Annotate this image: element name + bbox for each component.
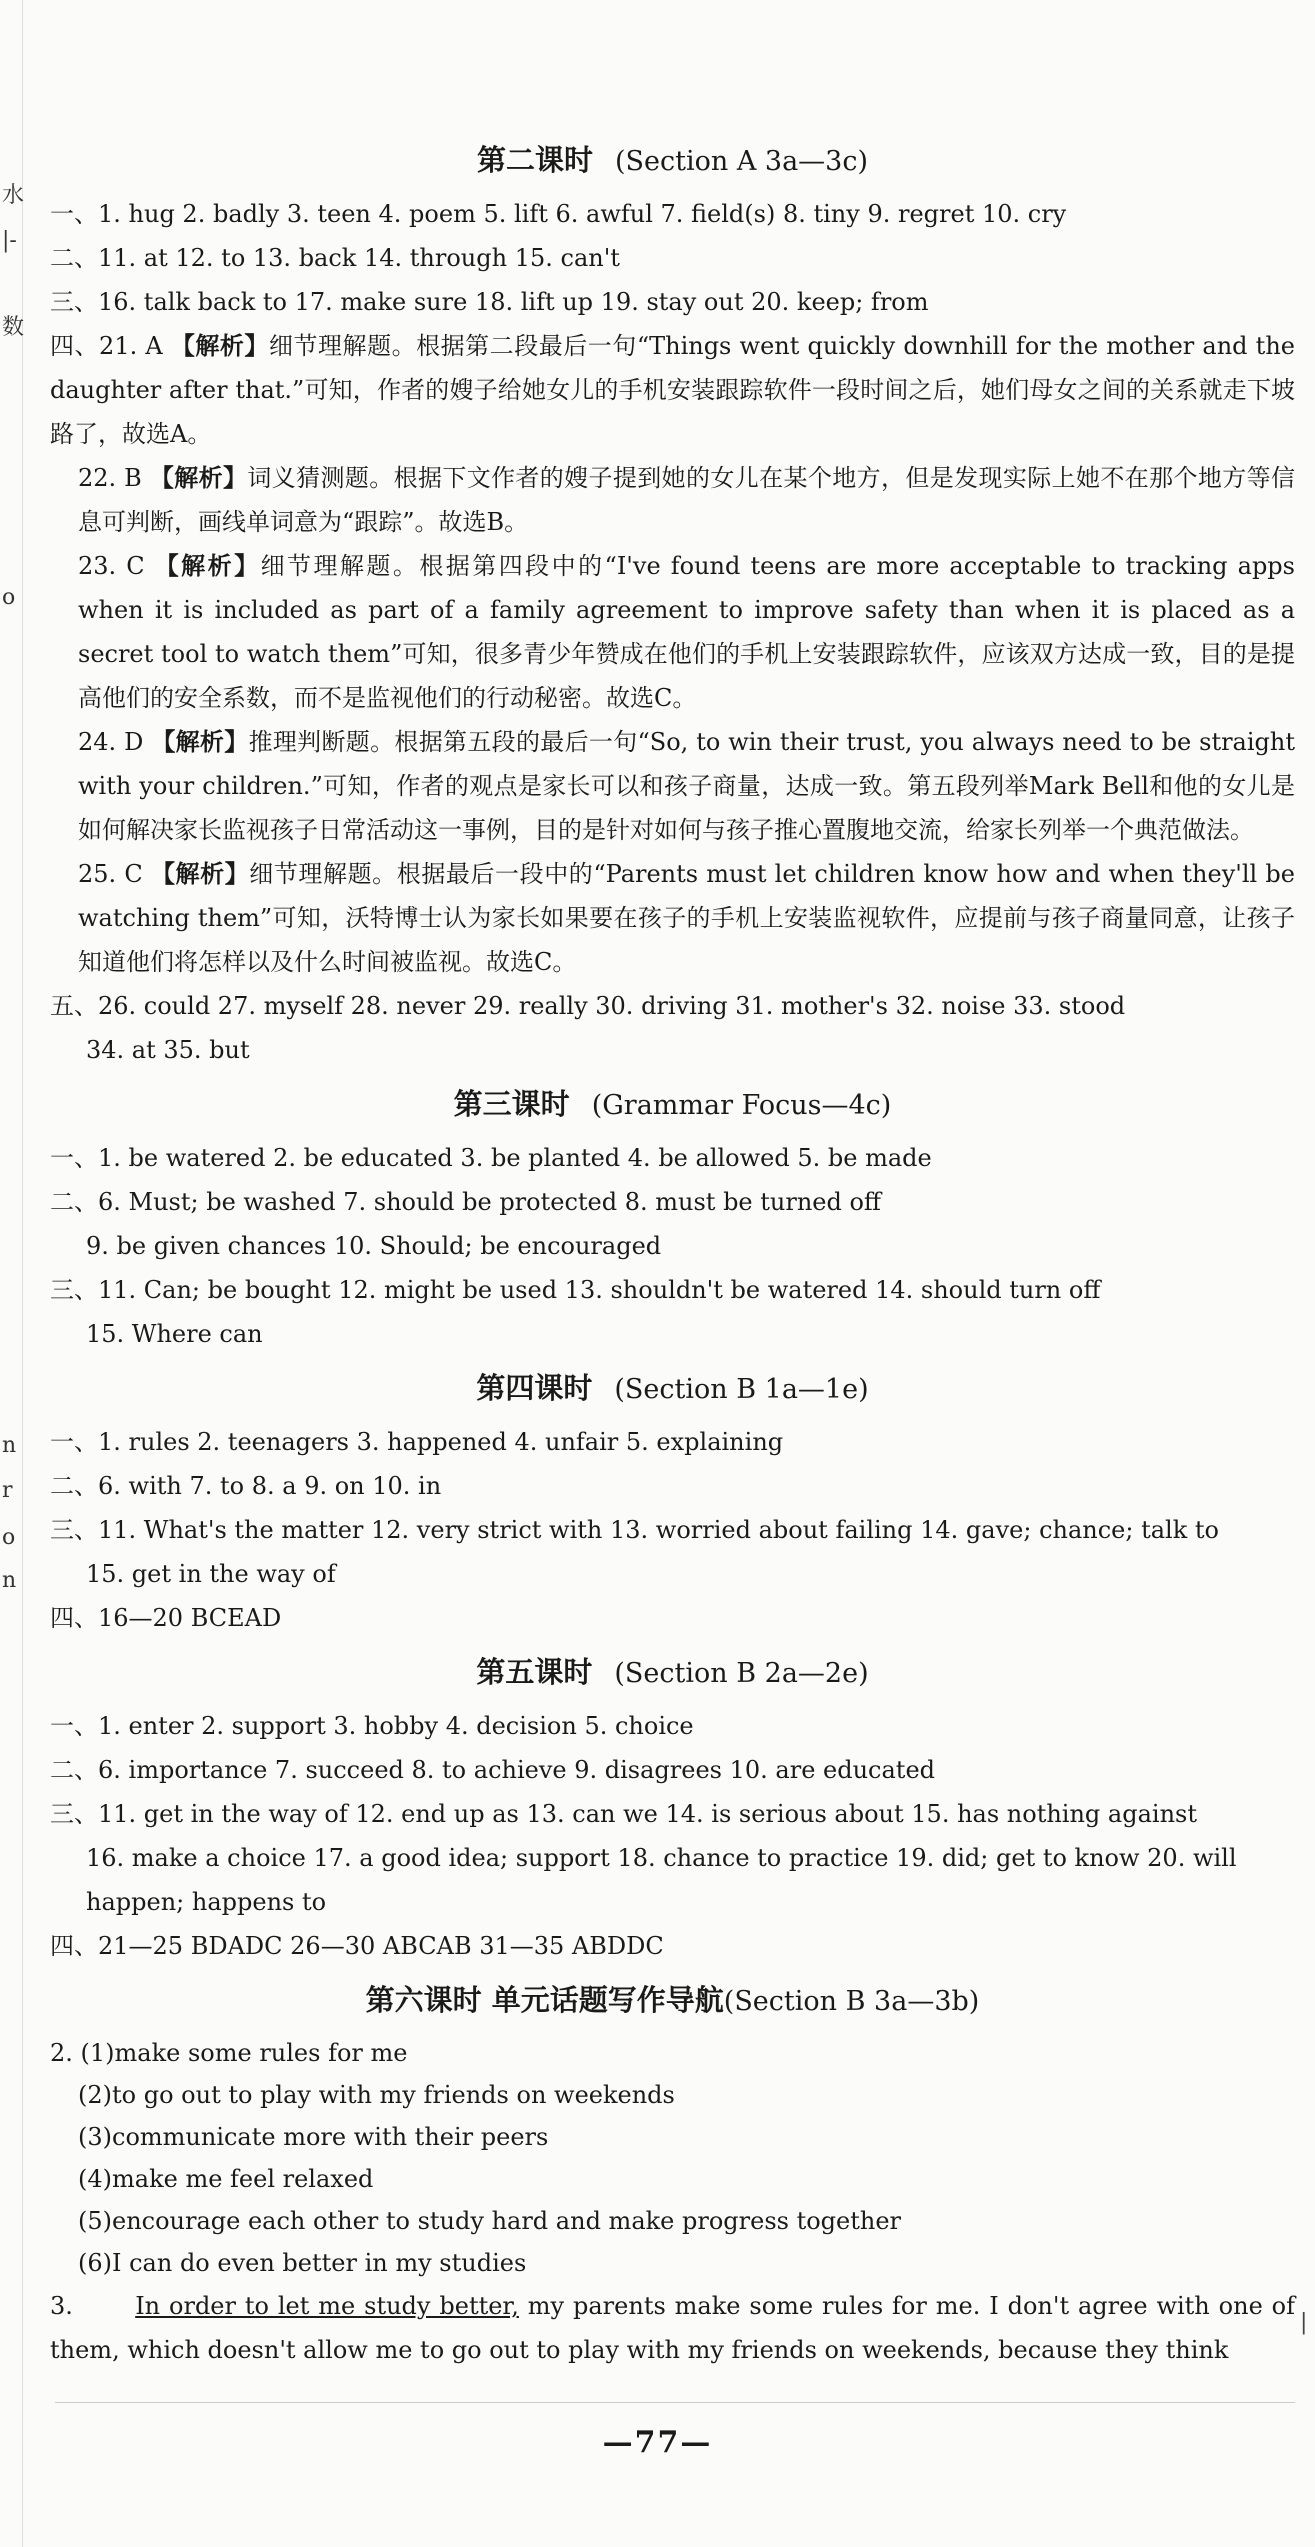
question-number: 24. D (78, 728, 144, 756)
bottom-divider (55, 2402, 1295, 2403)
page-number: —77— (602, 2425, 713, 2460)
margin-fragment: o (2, 585, 16, 610)
section-title (50, 1642, 1295, 1702)
answer-line: 二、6. with 7. to 8. a 9. on 10. in (50, 1472, 442, 1500)
analysis-text: 细节理解题。根据最后一段中的“Parents must let children know how and when they'll be watching them”可知，沃特博士认为家长如果要在孩子的手机上安装监视软件，应提前与孩子商量同意，让孩子知道他们将怎样以及什么时间被监视。故选C。 (78, 860, 1295, 976)
section-subtitle: (Grammar Focus—4c) (591, 1090, 892, 1121)
section-subtitle: (Section B 3a—3b) (723, 1986, 980, 2017)
answer-line: 2. (1)make some rules for me (50, 2039, 408, 2067)
answer-line: 二、11. at 12. to 13. back 14. through 15. can't (50, 244, 620, 272)
analysis-tag: 【解析】 (151, 727, 249, 756)
section-title-text: 第三课时 (453, 1087, 570, 1121)
section-subtitle: (Section A 3a—3c) (614, 146, 869, 177)
answer-line: 15. Where can (86, 1320, 263, 1348)
answer-line: 16. make a choice 17. a good idea; support 18. chance to practice 19. did; get to know 20. will (86, 1844, 1237, 1872)
reading-answer-24 (50, 720, 1295, 852)
analysis-tag: 【解析】 (170, 331, 269, 360)
margin-fragment: |- (2, 228, 17, 253)
analysis-text: 细节理解题。根据第四段中的“I've found teens are more acceptable to tracking apps when it is included as part of a family agreement to improve safety than when it is placed as a secret tool to watch them”可知，很多青少年赞成在他们的手机上安装跟踪软件，应该双方达成一致，目的是提高他们的安全系数，而不是监视他们的行动秘密。故选C。 (78, 552, 1295, 712)
analysis-text: 词义猜测题。根据下文作者的嫂子提到她的女儿在某个地方，但是发现实际上她不在那个地方等信息可判断，画线单词意为“跟踪”。故选B。 (78, 464, 1296, 536)
answer-line: 一、1. enter 2. support 3. hobby 4. decision 5. choice (50, 1712, 694, 1740)
margin-fragment: 数 (2, 315, 25, 340)
answer-line: (3)communicate more with their peers (78, 2123, 549, 2151)
answer-line: (4)make me feel relaxed (78, 2165, 374, 2193)
section-title-text: 第六课时 单元话题写作导航 (365, 1983, 724, 2017)
answer-line: (2)to go out to play with my friends on weekends (78, 2081, 675, 2109)
answer-line: (5)encourage each other to study hard and make progress together (78, 2207, 902, 2235)
essay-underlined-phrase: In order to let me study better, (135, 2292, 519, 2320)
answer-line: 15. get in the way of (86, 1560, 336, 1588)
section-title-text: 第四课时 (476, 1371, 593, 1405)
question-number: 25. C (78, 860, 143, 888)
answer-line: (6)I can do even better in my studies (78, 2249, 527, 2277)
answer-line: happen; happens to (86, 1888, 327, 1916)
answer-line: 一、1. be watered 2. be educated 3. be planted 4. be allowed 5. be made (50, 1144, 932, 1172)
section-subtitle: (Section B 1a—1e) (614, 1374, 869, 1405)
section-subtitle: (Section B 2a—2e) (614, 1658, 869, 1689)
reading-answer-25 (50, 852, 1295, 984)
essay-number: 3. (50, 2292, 73, 2320)
section-title (50, 1358, 1295, 1418)
analysis-tag: 【解析】 (154, 551, 261, 580)
section-title (50, 1074, 1295, 1134)
essay-text: my parents make some rules for me. I don't agree with one of them, which doesn't allow me to go out to play with my friends on weekends, because they think (50, 2292, 1295, 2364)
answer-line: 一、1. hug 2. badly 3. teen 4. poem 5. lift 6. awful 7. field(s) 8. tiny 9. regret 10. cry (50, 200, 1067, 228)
answer-line: 三、11. get in the way of 12. end up as 13. can we 14. is serious about 15. has nothing against (50, 1800, 1197, 1828)
answer-line: 四、16—20 BCEAD (50, 1604, 282, 1632)
section-title-text: 第五课时 (476, 1655, 593, 1689)
reading-answer-22 (50, 456, 1295, 544)
question-number: 23. C (78, 552, 145, 580)
answer-line: 二、6. Must; be washed 7. should be protected 8. must be turned off (50, 1188, 881, 1216)
section-title (50, 1970, 1295, 2030)
analysis-tag: 【解析】 (150, 859, 250, 888)
section-title-text: 第二课时 (476, 143, 593, 177)
answer-line: 一、1. rules 2. teenagers 3. happened 4. unfair 5. explaining (50, 1428, 784, 1456)
answer-line: 三、11. What's the matter 12. very strict with 13. worried about failing 14. gave; chance; talk to (50, 1516, 1219, 1544)
answer-line: 9. be given chances 10. Should; be encouraged (86, 1232, 662, 1260)
essay-paragraph (50, 2284, 1295, 2372)
margin-fragment: o (2, 1525, 16, 1550)
reading-answer-23 (50, 544, 1295, 720)
margin-fragment: n (2, 1433, 17, 1458)
reading-answer-21 (50, 324, 1295, 456)
question-number: 22. B (78, 464, 142, 492)
answer-line: 三、11. Can; be bought 12. might be used 13. shouldn't be watered 14. should turn off (50, 1276, 1101, 1304)
answer-content (50, 128, 1295, 2372)
analysis-tag: 【解析】 (149, 463, 248, 492)
margin-fragment: r (2, 1478, 13, 1503)
question-number: 四、21. A (50, 332, 163, 360)
answer-line: 三、16. talk back to 17. make sure 18. lift up 19. stay out 20. keep; from (50, 288, 929, 316)
binding-fold-line (22, 0, 23, 2547)
margin-fragment: 水 (2, 183, 25, 208)
right-edge-fragment: | (1300, 2310, 1308, 2335)
margin-fragment: n (2, 1568, 17, 1593)
analysis-text: 推理判断题。根据第五段的最后一句“So, to win their trust, you always need to be straight with your children.”可知，作者的观点是家长可以和孩子商量，达成一致。第五段列举Mark Bell和他的女儿是如何解决家长监视孩子日常活动这一事例，目的是针对如何与孩子推心置腹地交流，给家长列举一个典范做法。 (78, 728, 1296, 844)
answer-line: 34. at 35. but (86, 1036, 250, 1064)
section-title (50, 130, 1295, 190)
answer-line: 四、21—25 BDADC 26—30 ABCAB 31—35 ABDDC (50, 1932, 664, 1960)
analysis-text: 细节理解题。根据第二段最后一句“Things went quickly downhill for the mother and the daughter after that.”可知，作者的嫂子给她女儿的手机安装跟踪软件一段时间之后，她们母女之间的关系就走下坡路了，故选A。 (50, 332, 1295, 448)
answer-line: 五、26. could 27. myself 28. never 29. really 30. driving 31. mother's 32. noise 33. stood (50, 992, 1126, 1020)
answer-line: 二、6. importance 7. succeed 8. to achieve 9. disagrees 10. are educated (50, 1756, 936, 1784)
